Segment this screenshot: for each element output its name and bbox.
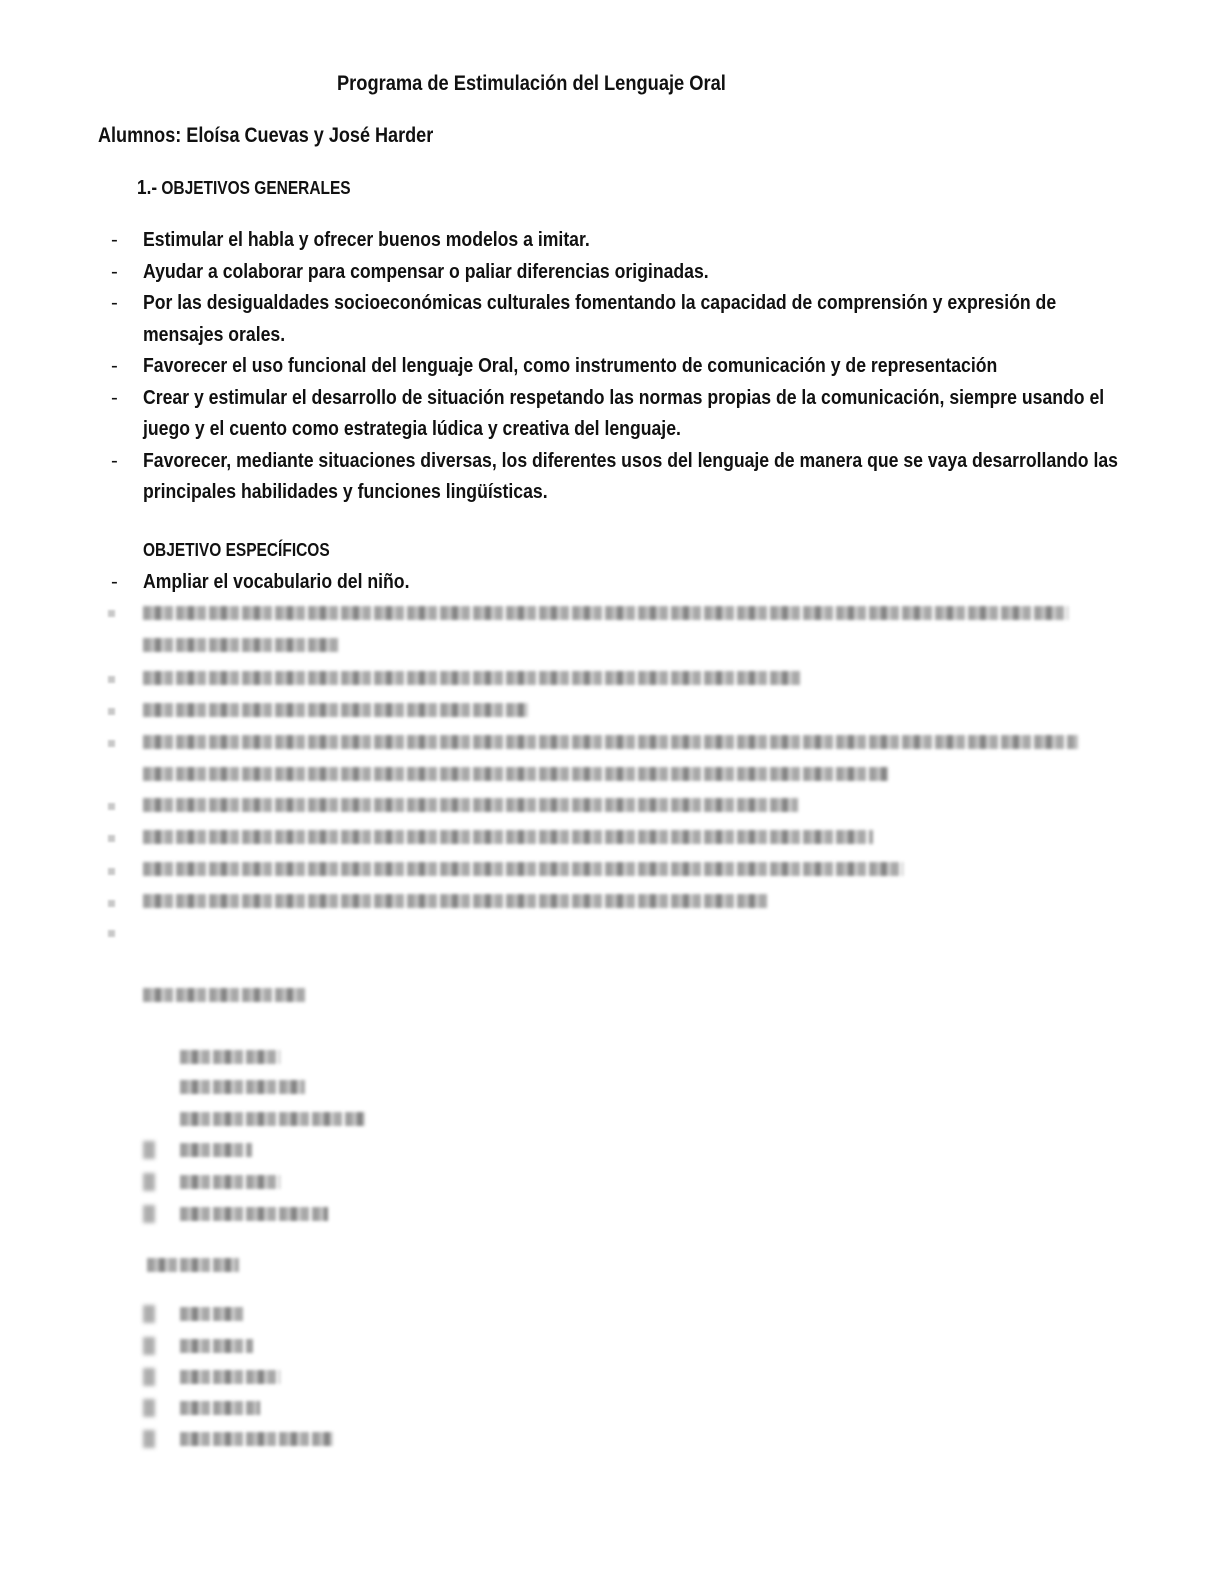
obscured-text-line: [143, 862, 903, 876]
section-heading-text: OBJETIVOS GENERALES: [161, 178, 351, 198]
obscured-list-marker: [143, 1205, 155, 1223]
obscured-list-marker: [143, 1141, 155, 1159]
obscured-text-line: [143, 606, 1068, 620]
obscured-list-marker: [143, 1337, 155, 1355]
obscured-text-line: [180, 1339, 253, 1353]
obscured-bullet: [108, 740, 115, 747]
obscured-text-line: [143, 638, 338, 652]
list-item-text: Ampliar el vocabulario del niño.: [143, 570, 410, 593]
obscured-bullet: [108, 900, 115, 907]
list-item: [105, 566, 1224, 598]
obscured-text-line: [143, 703, 528, 717]
list-item-text: Favorecer, mediante situaciones diversas, los diferentes usos del lenguaje de manera que se vaya desarrollando las principales habilidades y funciones lingüísticas.: [143, 448, 1118, 503]
obscured-text-line: [180, 1207, 328, 1221]
obscured-text-line: [143, 798, 798, 812]
obscured-text-line: [143, 671, 803, 685]
general-objectives-heading: [137, 177, 385, 200]
obscured-text-line: [180, 1307, 246, 1321]
obscured-list-marker: [143, 1368, 155, 1386]
obscured-text-line: [180, 1432, 333, 1446]
list-item: [105, 445, 1224, 508]
list-item-text: Ayudar a colaborar para compensar o paliar diferencias originadas.: [143, 259, 709, 283]
list-item: [105, 256, 1224, 288]
list-item: [105, 287, 1224, 350]
document-title: Programa de Estimulación del Lenguaje Oral: [337, 72, 726, 95]
obscured-bullet: [108, 610, 115, 617]
list-item-text: Crear y estimular el desarrollo de situación respetando las normas propias de la comunicación, siempre usando el juego y el cuento como estrategia lúdica y creativa del lenguaje.: [143, 385, 1105, 440]
obscured-bullet: [108, 708, 115, 715]
obscured-heading: [147, 1258, 239, 1272]
list-item: [105, 382, 1224, 445]
obscured-list-marker: [143, 1305, 155, 1323]
obscured-text-line: [143, 830, 873, 844]
obscured-text-line: [180, 1080, 305, 1094]
section-number: 1.-: [137, 177, 158, 199]
list-item-text: Por las desigualdades socioeconómicas culturales fomentando la capacidad de comprensión y expresión de mensajes orales.: [143, 291, 1057, 346]
obscured-text-line: [180, 1175, 280, 1189]
obscured-text-line: [180, 1050, 280, 1064]
dash-bullet: -: [111, 228, 118, 251]
dash-bullet: -: [111, 385, 118, 409]
list-item-text: Estimular el habla y ofrecer buenos modelos a imitar.: [143, 228, 590, 251]
students-line: Alumnos: Eloísa Cuevas y José Harder: [98, 124, 434, 147]
obscured-bullet: [108, 930, 115, 937]
dash-bullet: -: [111, 259, 118, 283]
obscured-text-line: [143, 767, 888, 781]
obscured-text-line: [180, 1112, 365, 1126]
list-item-text: Favorecer el uso funcional del lenguaje Oral, como instrumento de comunicación y de representación: [143, 354, 998, 377]
obscured-list-marker: [143, 1173, 155, 1191]
obscured-bullet: [108, 835, 115, 842]
obscured-bullet: [108, 676, 115, 683]
obscured-bullet: [108, 868, 115, 875]
obscured-list-marker: [143, 1430, 155, 1448]
obscured-list-marker: [143, 1399, 155, 1417]
list-item: [105, 350, 1224, 382]
obscured-text-line: [143, 735, 1078, 749]
dash-bullet: -: [111, 354, 118, 377]
obscured-text-line: [180, 1401, 260, 1415]
specific-objectives-list: [105, 566, 1224, 598]
general-objectives-list: [105, 224, 1224, 508]
specific-objectives-heading: OBJETIVO ESPECÍFICOS: [143, 540, 330, 560]
obscured-text-line: [180, 1370, 280, 1384]
list-item: [105, 224, 1224, 256]
obscured-text-line: [180, 1143, 252, 1157]
obscured-text-line: [143, 894, 768, 908]
dash-bullet: -: [111, 291, 118, 314]
obscured-heading: [143, 988, 308, 1002]
dash-bullet: -: [111, 570, 118, 593]
dash-bullet: -: [111, 448, 118, 472]
obscured-bullet: [108, 803, 115, 810]
